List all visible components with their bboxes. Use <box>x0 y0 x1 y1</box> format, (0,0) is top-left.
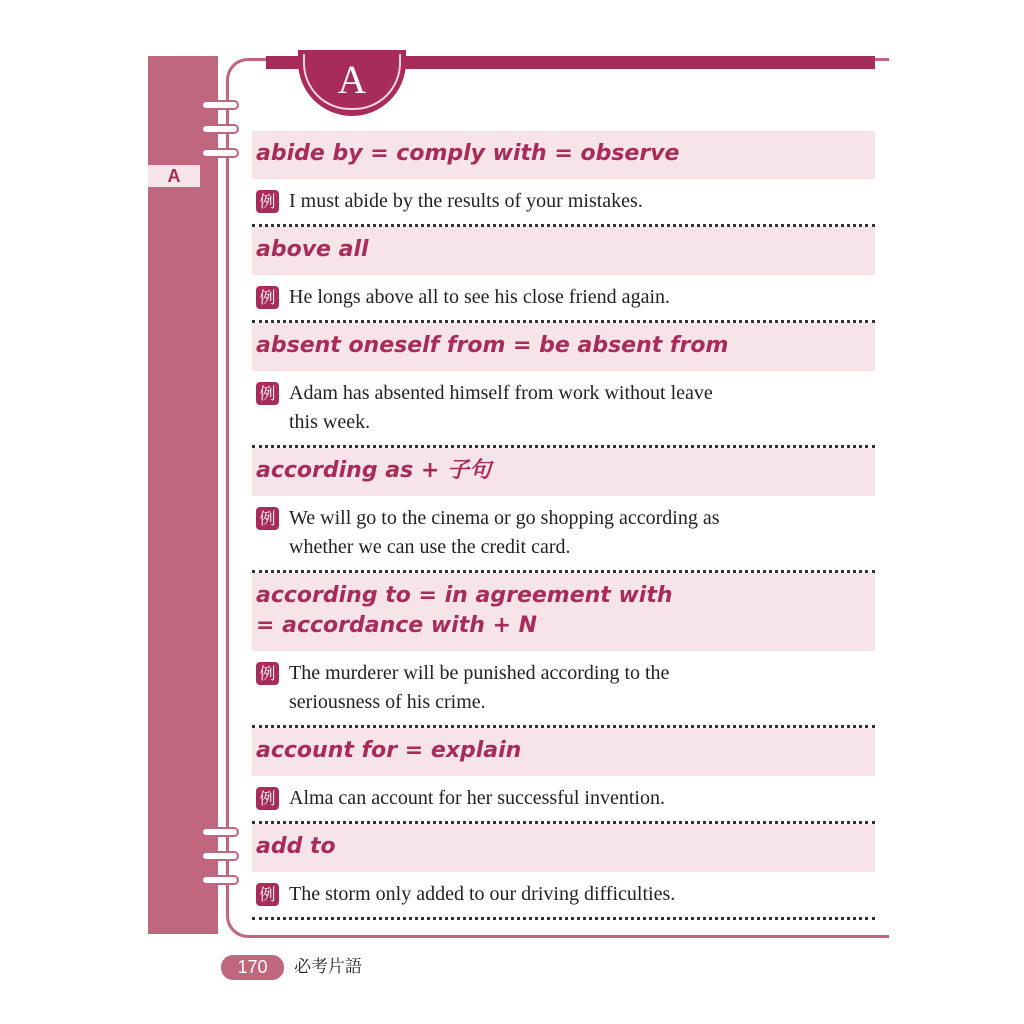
section-letter: A <box>303 54 401 110</box>
example-icon: 例 <box>256 286 279 309</box>
binder-ring-icon <box>201 124 239 134</box>
example-sentence <box>252 275 875 323</box>
list-item <box>252 323 875 448</box>
book-title: 必考片語 <box>294 957 362 977</box>
phrase-heading: account for = explain <box>252 728 875 776</box>
list-item <box>252 728 875 824</box>
example-sentence <box>252 872 875 920</box>
list-item <box>252 824 875 920</box>
binder-ring-icon <box>201 148 239 158</box>
example-text: We will go to the cinema or go shopping according as whether we can use the credit card. <box>289 507 720 558</box>
list-item <box>252 131 875 227</box>
phrase-list <box>252 131 875 920</box>
example-text: The storm only added to our driving difficulties. <box>289 883 676 905</box>
list-item <box>252 573 875 728</box>
example-icon: 例 <box>256 787 279 810</box>
page-number: 170 <box>221 955 284 980</box>
example-text: I must abide by the results of your mistakes. <box>289 190 643 212</box>
example-text: Alma can account for her successful invention. <box>289 787 665 809</box>
list-item <box>252 448 875 573</box>
example-sentence <box>252 496 875 573</box>
phrase-heading: above all <box>252 227 875 275</box>
phrase-heading: according to = in agreement with = accordance with + N <box>252 573 875 651</box>
binder-ring-icon <box>201 851 239 861</box>
section-index-tab[interactable]: A <box>148 165 200 187</box>
list-item <box>252 227 875 323</box>
example-text: Adam has absented himself from work without leave this week. <box>289 382 713 433</box>
example-sentence <box>252 776 875 824</box>
page-spine <box>148 56 218 934</box>
phrase-heading: absent oneself from = be absent from <box>252 323 875 371</box>
example-sentence <box>252 371 875 448</box>
example-sentence <box>252 179 875 227</box>
example-icon: 例 <box>256 883 279 906</box>
example-icon: 例 <box>256 382 279 405</box>
phrase-heading: abide by = comply with = observe <box>252 131 875 179</box>
example-text: He longs above all to see his close friend again. <box>289 286 670 308</box>
example-icon: 例 <box>256 662 279 685</box>
phrase-heading: according as + 子句 <box>252 448 875 496</box>
example-icon: 例 <box>256 190 279 213</box>
example-sentence <box>252 651 875 728</box>
phrase-heading: add to <box>252 824 875 872</box>
binder-ring-icon <box>201 827 239 837</box>
example-text: The murderer will be punished according to the seriousness of his crime. <box>289 662 670 713</box>
binder-ring-icon <box>201 875 239 885</box>
binder-ring-icon <box>201 100 239 110</box>
example-icon: 例 <box>256 507 279 530</box>
